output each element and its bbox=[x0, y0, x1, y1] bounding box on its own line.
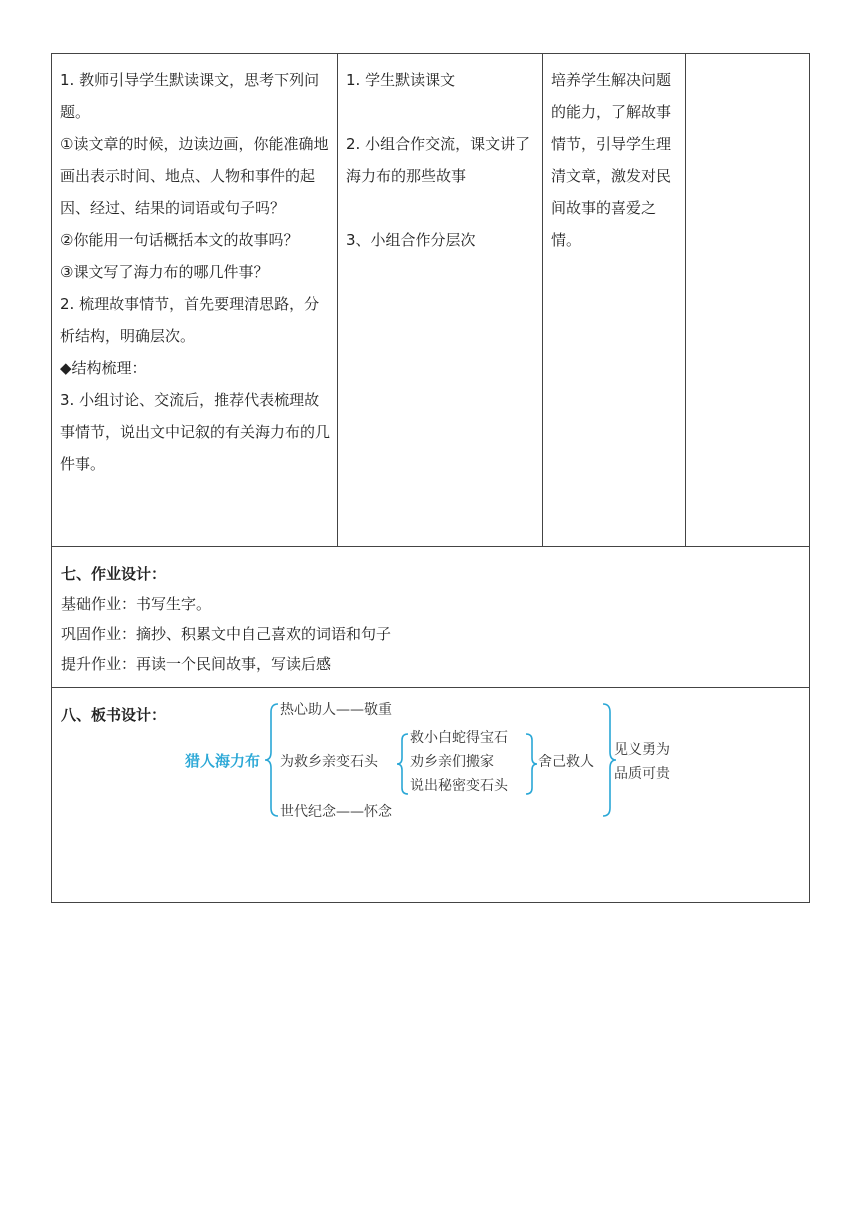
branch-2: 为救乡亲变石头 bbox=[280, 754, 378, 770]
branch-1: 热心助人——敬重 bbox=[280, 702, 392, 718]
board-diagram bbox=[52, 688, 808, 902]
board-main-title: 猎人海力布 bbox=[185, 752, 261, 770]
teacher-step-3: 3. 小组讨论、交流后，推荐代表梳理故事情节，说出文中记叙的有关海力布的几件事。 bbox=[60, 391, 331, 473]
teacher-step-1: 1. 教师引导学生默读课文，思考下列问题。 bbox=[60, 71, 320, 121]
homework-title: 七、作业设计： bbox=[61, 565, 167, 583]
empty-cell bbox=[686, 54, 810, 547]
sacrifice-label: 舍己救人 bbox=[538, 754, 594, 770]
board-row bbox=[52, 688, 810, 903]
student-item-2: 2. 小组合作交流，课文讲了海力布的那些故事 bbox=[346, 135, 531, 185]
conclusion-1: 见义勇为 bbox=[614, 742, 670, 758]
branch-3: 世代纪念——怀念 bbox=[280, 804, 392, 820]
homework-cell bbox=[52, 547, 810, 688]
sub-item-3: 说出秘密变石头 bbox=[410, 778, 508, 794]
board-cell bbox=[52, 688, 810, 903]
activity-row bbox=[52, 54, 810, 547]
document-page bbox=[51, 53, 809, 903]
sub-item-1: 救小白蛇得宝石 bbox=[410, 730, 508, 746]
lesson-plan-table bbox=[51, 53, 810, 903]
teacher-question-3: ③课文写了海力布的哪几件事？ bbox=[60, 263, 269, 281]
sub-brace-right bbox=[526, 734, 537, 794]
design-intent-text: 培养学生解决问题的能力，了解故事情节，引导学生理清文章，激发对民间故事的喜爱之情。 bbox=[551, 71, 672, 249]
sub-brace-left bbox=[397, 734, 408, 794]
main-brace bbox=[265, 704, 278, 816]
student-activity-cell bbox=[338, 54, 543, 547]
homework-advanced: 提升作业：再读一个民间故事，写读后感 bbox=[61, 655, 332, 673]
design-intent-cell bbox=[543, 54, 686, 547]
student-item-3: 3、小组合作分层次 bbox=[346, 231, 476, 249]
structure-heading: ◆结构梳理： bbox=[60, 359, 147, 377]
conclusion-2: 品质可贵 bbox=[614, 766, 670, 782]
homework-row bbox=[52, 547, 810, 688]
homework-basic: 基础作业：书写生字。 bbox=[61, 595, 212, 613]
homework-consolidate: 巩固作业：摘抄、积累文中自己喜欢的词语和句子 bbox=[61, 625, 392, 643]
teacher-question-2: ②你能用一句话概括本文的故事吗？ bbox=[60, 231, 299, 249]
teacher-activity-cell bbox=[52, 54, 338, 547]
sub-item-2: 劝乡亲们搬家 bbox=[410, 754, 494, 770]
teacher-question-1: ①读文章的时候，边读边画，你能准确地画出表示时间、地点、人物和事件的起因、经过、结果的词语或句子吗？ bbox=[60, 135, 329, 217]
conclusion-brace bbox=[603, 704, 616, 816]
teacher-step-2: 2. 梳理故事情节，首先要理清思路，分析结构，明确层次。 bbox=[60, 295, 320, 345]
board-title: 八、板书设计： bbox=[61, 706, 167, 724]
student-item-1: 1. 学生默读课文 bbox=[346, 71, 456, 89]
